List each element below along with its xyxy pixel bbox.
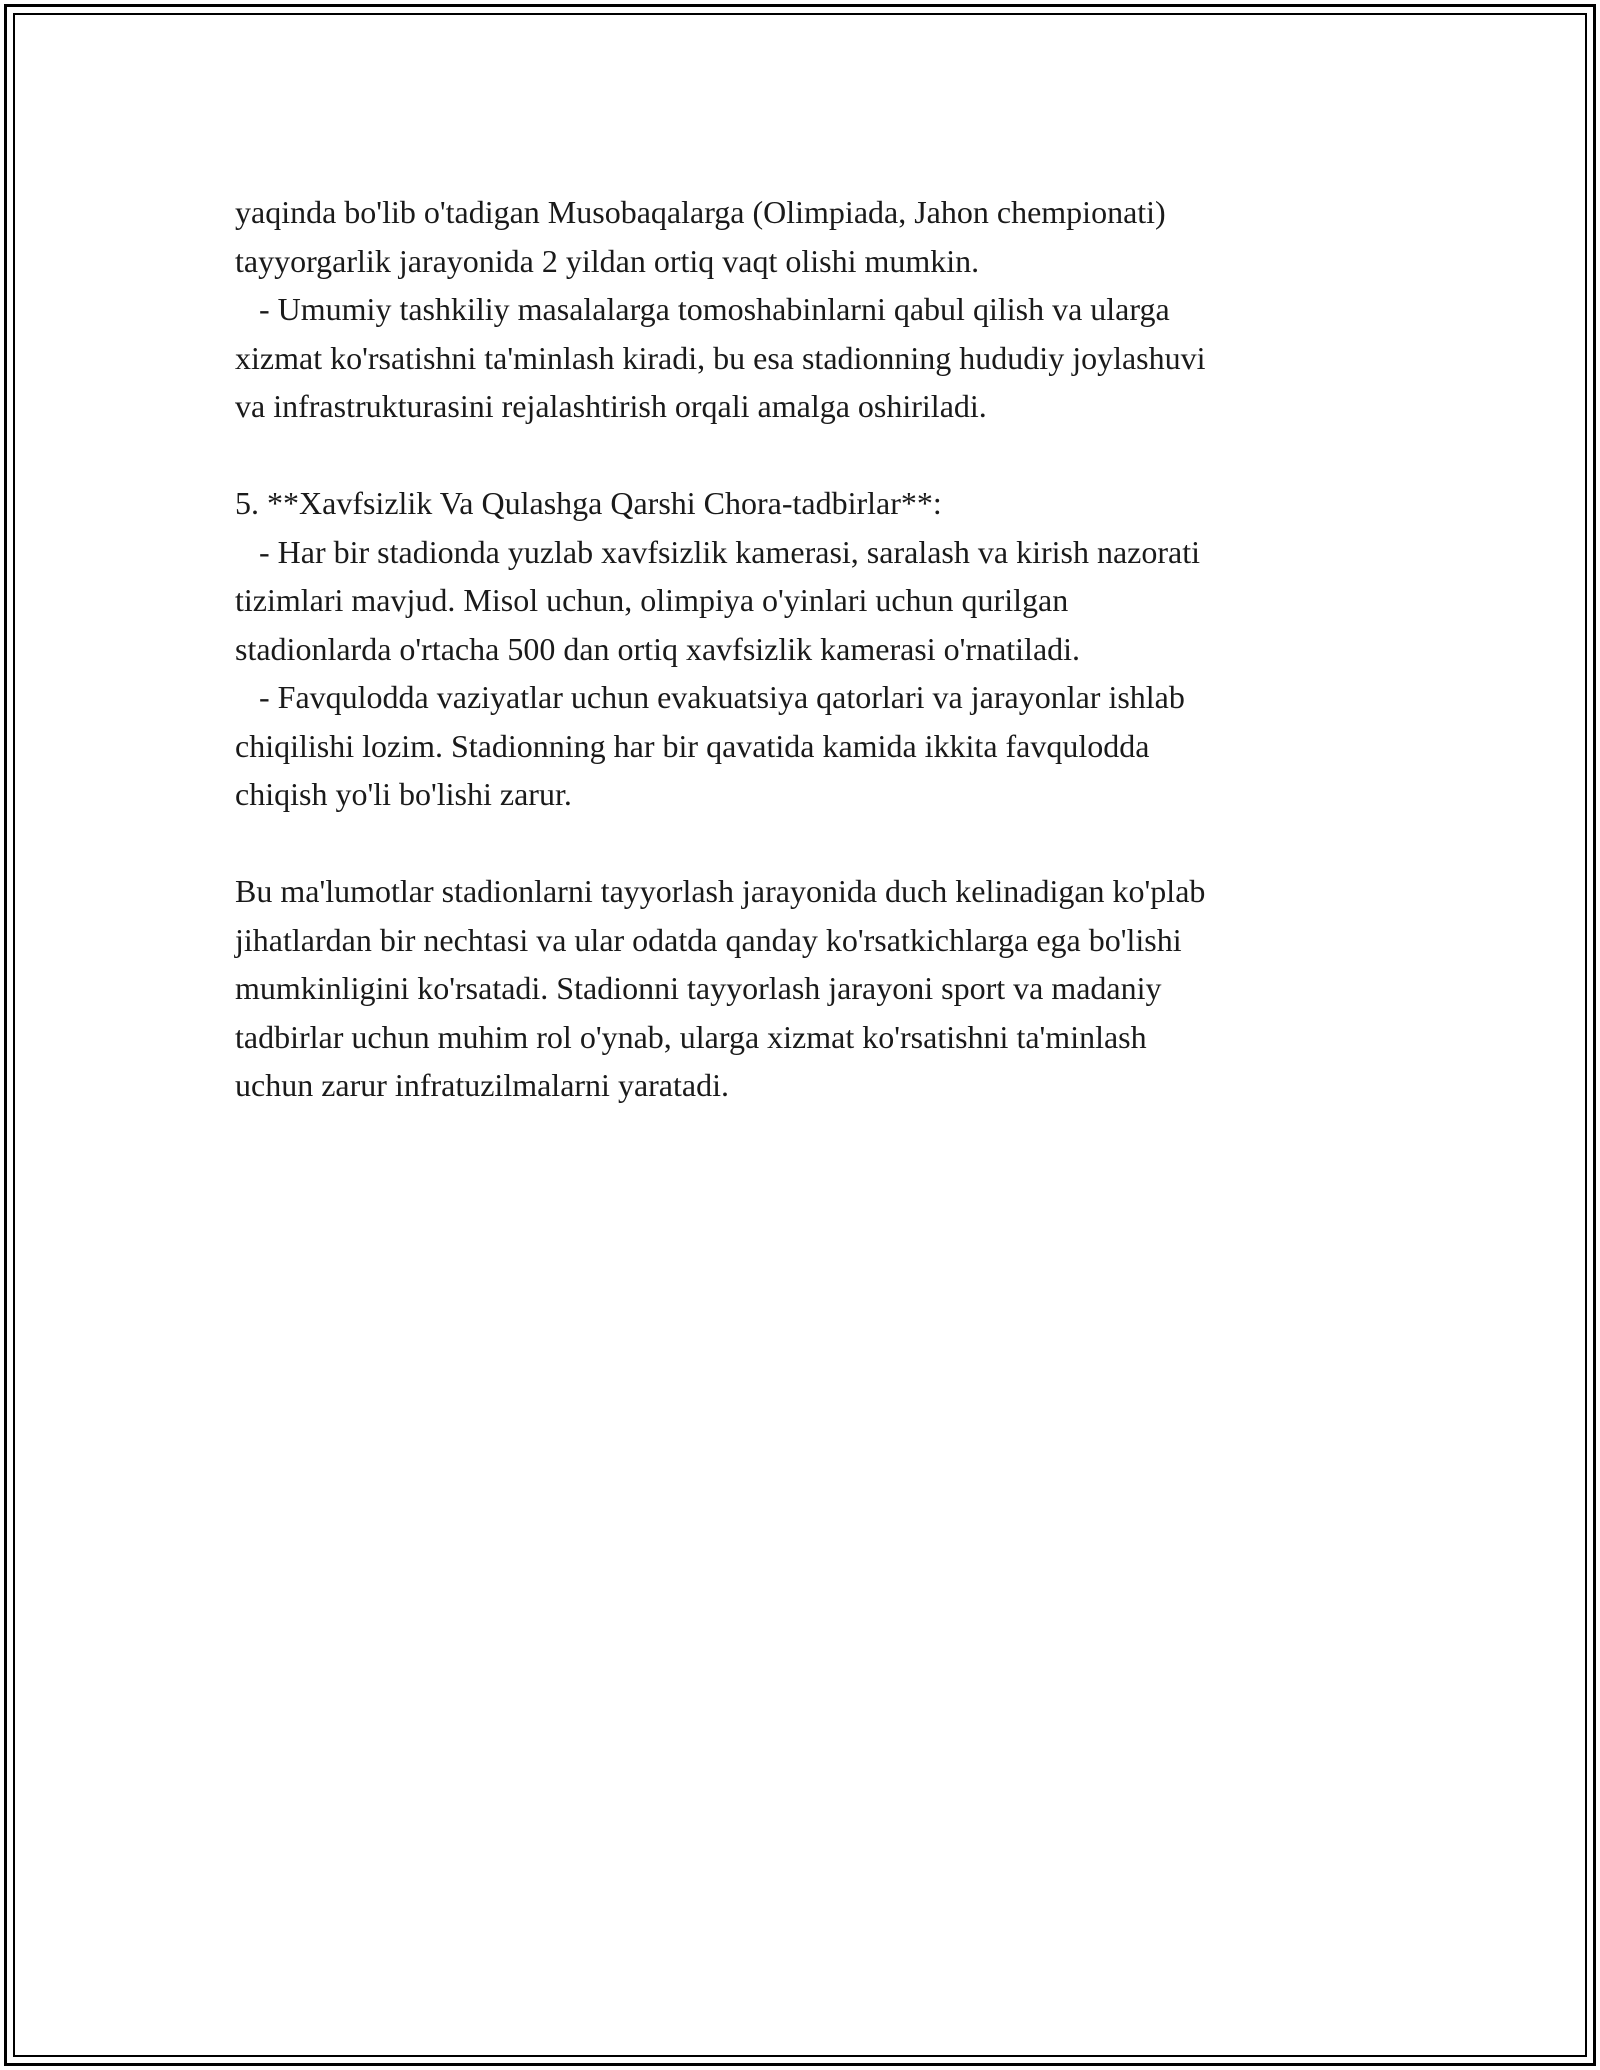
text-line: stadionlarda o'rtacha 500 dan ortiq xavfsizlik kamerasi o'rnatiladi.: [235, 630, 1081, 667]
text-line: tizimlari mavjud. Misol uchun, olimpiya o'yinlari uchun qurilgan: [235, 582, 1069, 618]
text-line: jihatlardan bir nechtasi va ular odatda qanday ko'rsatkichlarga ega bo'lishi: [235, 921, 1182, 958]
section-safety: [235, 479, 1375, 819]
text-line: - Umumiy tashkiliy masalalarga tomoshabinlarni qabul qilish va ularga: [235, 291, 1170, 327]
text-line: chiqilishi lozim. Stadionning har bir qavatida kamida ikkita favqulodda: [235, 727, 1150, 764]
document-body: [235, 188, 1375, 1110]
text-line: tayyorgarlik jarayonida 2 yildan ortiq vaqt olishi mumkin.: [235, 242, 980, 279]
text-line: - Har bir stadionda yuzlab xavfsizlik kamerasi, saralash va kirish nazorati: [235, 533, 1200, 570]
text-line: tadbirlar uchun muhim rol o'ynab, ularga xizmat ko'rsatishni ta'minlash: [235, 1018, 1147, 1055]
text-line: uchun zarur infratuzilmalarni yaratadi.: [235, 1067, 729, 1103]
paragraph-conclusion: [235, 867, 1375, 1110]
text-line: yaqinda bo'lib o'tadigan Musobaqalarga (Olimpiada, Jahon chempionati): [235, 194, 1166, 230]
text-line: xizmat ko'rsatishni ta'minlash kiradi, bu esa stadionning hududiy joylashuvi: [235, 339, 1206, 376]
text-line: - Favqulodda vaziyatlar uchun evakuatsiya qatorlari va jarayonlar ishlab: [235, 679, 1185, 715]
text-line: chiqish yo'li bo'lishi zarur.: [235, 776, 572, 812]
section-heading: 5. **Xavfsizlik Va Qulashga Qarshi Chora-tadbirlar**:: [235, 485, 942, 521]
text-line: mumkinligini ko'rsatadi. Stadionni tayyorlash jarayoni sport va madaniy: [235, 970, 1162, 1006]
paragraph-gap: [235, 819, 1375, 868]
text-line: va infrastrukturasini rejalashtirish orqali amalga oshiriladi.: [235, 388, 987, 424]
text-line: Bu ma'lumotlar stadionlarni tayyorlash jarayonida duch kelinadigan ko'plab: [235, 873, 1206, 909]
paragraph-continuation: [235, 188, 1375, 431]
paragraph-gap: [235, 431, 1375, 480]
